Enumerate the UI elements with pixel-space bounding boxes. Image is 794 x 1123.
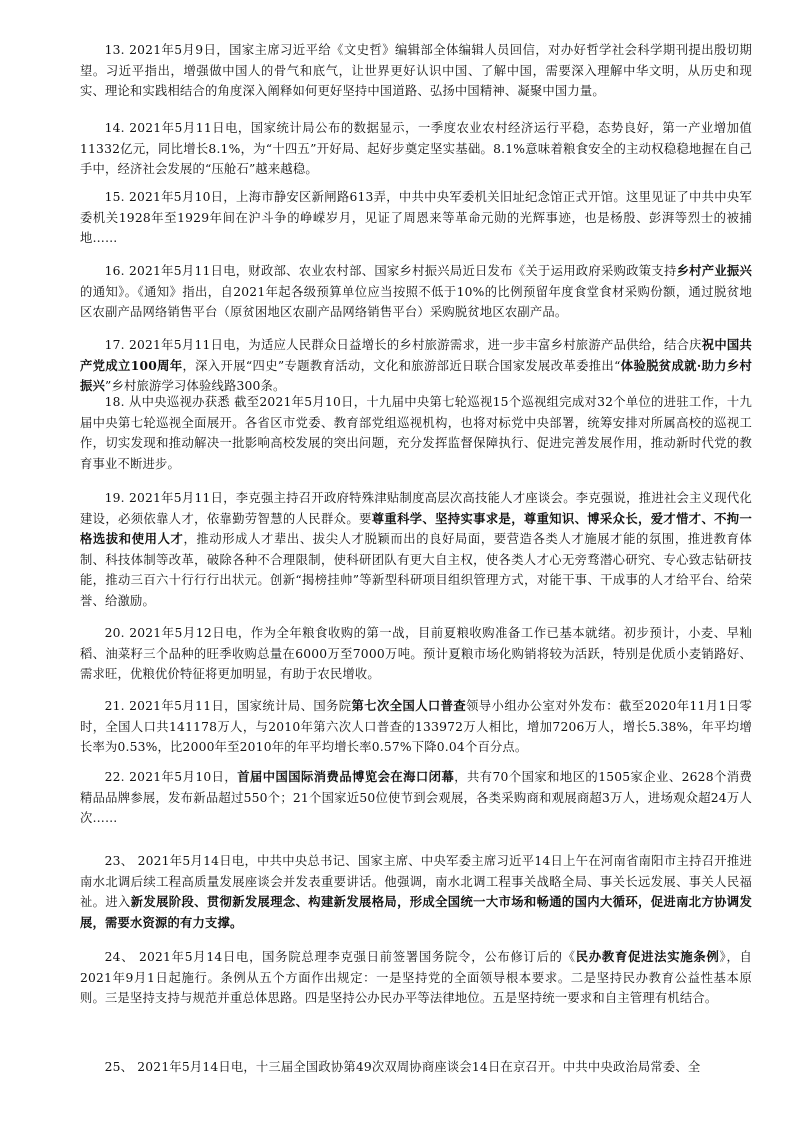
emphasis-text: 乡村产业振兴	[676, 263, 753, 278]
body-text: 2021年5月14日电，国务院总理李克强日前签署国务院令，公布修订后的《	[138, 950, 576, 964]
body-text: 2021年5月11日电，财政部、农业农村部、国家乡村振兴局近日发布《关于运用政府采购政策支持	[128, 264, 677, 278]
body-text: ，推动形成人才辈出、拔尖人才脱颖而出的良好局面，要营造各类人才施展才能的氛围，推进教育体制、科技体制等改革，破除各种不合理限制，使科研团队有更大自主权，使各类人才心无旁骛潜心研究、专心致志钻研技能，推动三百六十行行行出状元。创新“揭榜挂帅”等新型科研项目组织管理方式，对能干事、干成事的人才给平台、给荣誉、给激励。	[80, 532, 752, 608]
news-item-20	[80, 623, 752, 685]
emphasis-text: 尊重科学、坚持实事求是，尊重知识、博采众长，爱才惜才、不拘一格选拔和使用人才	[80, 510, 752, 546]
news-item-17	[80, 335, 752, 397]
item-number: 18.	[104, 395, 125, 409]
body-text: 领导小组办公室对外发布：截至2020年11月1日零时，全国人口共141178万人，与2010年第六次人口普查的133972万人相比，增加7206万人，增长5.38%，年平均增长率为0.53%，比2000年至2010年的年平均增长率0.57%下降0.04个百分点。	[80, 699, 752, 754]
item-number: 21.	[104, 699, 125, 713]
item-number: 20.	[104, 626, 125, 640]
body-text: 2021年5月11日电，国家统计局公布的数据显示，一季度农业农村经济运行平稳，态势良好，第一产业增加值11332亿元，同比增长8.1%，为“十四五”开好局、起好步奠定坚实基础。8.1%意味着粮食安全的主动权稳稳地握在自己手中，经济社会发展的“压舱石”越来越稳。	[80, 121, 753, 176]
body-text: 2021年5月10日，上海市静安区新闸路613弄，中共中央军委机关旧址纪念馆正式开馆。这里见证了中共中央军委机关1928年至1929年间在沪斗争的峥嵘岁月，见证了周恩来等革命元勋的光辉事迹，也是杨殷、彭湃等烈士的被捕地……	[80, 190, 753, 245]
news-item-23	[80, 851, 752, 933]
body-text: 的通知》。《通知》指出，自2021年起各级预算单位应当按照不低于10%的比例预留年度食堂食材采购份额，通过脱贫地区农副产品网络销售平台（原贫困地区农副产品网络销售平台）采购脱贫地区农副产品。	[80, 284, 752, 319]
news-item-21	[80, 696, 752, 758]
body-text: 2021年5月14日电，中共中央总书记、国家主席、中央军委主席习近平14日上午在河南省南阳市主持召开推进南水北调后续工程高质量发展座谈会并发表重要讲话。他强调，南水北调工程事关战略全局、事关长远发展、事关人民福祉。进入	[80, 854, 752, 909]
item-number: 25、	[104, 1060, 134, 1074]
item-number: 14.	[104, 121, 125, 135]
body-text: 2021年5月10日，	[129, 770, 238, 784]
news-item-15	[80, 187, 752, 249]
item-number: 24、	[104, 950, 135, 964]
body-text: ”乡村旅游学习体验线路300条。	[105, 379, 286, 393]
item-number: 22.	[104, 770, 125, 784]
body-text: ，共有70个国家和地区的1505家企业、2628个消费精品品牌参展，发布新品超过550个；21个国家近50位使节到会观展，各类采购商和观展商超3万人，进场观众超24万人次……	[80, 770, 753, 825]
body-text: 2021年5月12日电，作为全年粮食收购的第一战，目前夏粮收购准备工作已基本就绪。初步预计，小麦、早籼稻、油菜籽三个品种的旺季收购总量在6000万至7000万吨。预计夏粮市场化购销将较为活跃，特别是优质小麦销路好、需求旺，优粮优价特征将更加明显，有助于农民增收。	[80, 626, 753, 681]
body-text: 》，自2021年9月1日起施行。条例从五个方面作出规定：一是坚持党的全面领导根本要求。二是坚持民办教育公益性基本原则。三是坚持支持与规范并重总体思路。四是坚持公办民办平等法律地位。五是坚持统一要求和自主管理有机结合。	[80, 950, 753, 1005]
news-item-13	[80, 40, 752, 102]
emphasis-text: 民办教育促进法实施条例	[575, 949, 720, 964]
body-text: 2021年5月14日电，十三届全国政协第49次双周协商座谈会14日在京召开。中共中央政治局常委、全	[137, 1060, 701, 1074]
emphasis-text: 新发展阶段、贯彻新发展理念、构建新发展格局，形成全国统一大市场和畅通的国内大循环，促进南北方协调发展，需要水资源的有力支撑。	[80, 894, 752, 930]
body-text: 2021年5月11日，国家统计局、国务院	[129, 699, 352, 713]
body-text: 从中央巡视办获悉 截至2021年5月10日，十九届中央第七轮巡视15个巡视组完成对32个单位的进驻工作，十九届中央第七轮巡视全面展开。各省区市党委、教育部党组巡视机构，也将对标党中央部署，统筹安排对所属高校的巡视工作，切实发现和推动解决一批影响高校发展的突出问题，充分发挥监督保障执行、促进完善发展作用，推动新时代党的教育事业不断进步。	[80, 395, 752, 471]
news-item-24	[80, 947, 752, 1009]
item-number: 15.	[104, 190, 125, 204]
item-number: 19.	[104, 491, 125, 505]
emphasis-text: 第七次全国人口普查	[351, 698, 467, 713]
news-item-19	[80, 488, 752, 611]
news-item-22	[80, 767, 752, 829]
item-number: 13.	[104, 43, 125, 57]
news-item-16	[80, 261, 752, 323]
item-number: 23、	[104, 854, 134, 868]
news-item-25	[80, 1057, 752, 1078]
emphasis-text: 首届中国国际消费品博览会在海口闭幕	[237, 769, 455, 784]
body-text: 2021年5月11日，李克强主持召开政府特殊津贴制度高层次高技能人才座谈会。李克强说，推进社会主义现代化建设，必须依靠人才，依靠勤劳智慧的人民群众。要	[80, 491, 753, 526]
news-item-18	[80, 392, 752, 474]
body-text: 2021年5月11日电，为适应人民群众日益增长的乡村旅游需求，进一步丰富乡村旅游产品供给，结合庆	[128, 338, 702, 352]
emphasis-text: 祝中国共产党成立100周年	[80, 337, 753, 373]
news-item-14	[80, 118, 752, 180]
body-text: 2021年5月9日，国家主席习近平给《文史哲》编辑部全体编辑人员回信，对办好哲学社会科学期刊提出殷切期望。习近平指出，增强做中国人的骨气和底气，让世界更好认识中国、了解中国，需要深入理解中华文明，从历史和现实、理论和实践相结合的角度深入阐释如何更好坚持中国道路、弘扬中国精神、凝聚中国力量。	[80, 43, 752, 98]
body-text: ，深入开展“四史”专题教育活动，文化和旅游部近日联合国家发展改革委推出“	[182, 358, 621, 373]
item-number: 16.	[104, 264, 125, 278]
emphasis-text: 体验脱贫成就·助力乡村振兴	[80, 357, 752, 393]
item-number: 17.	[104, 338, 125, 352]
